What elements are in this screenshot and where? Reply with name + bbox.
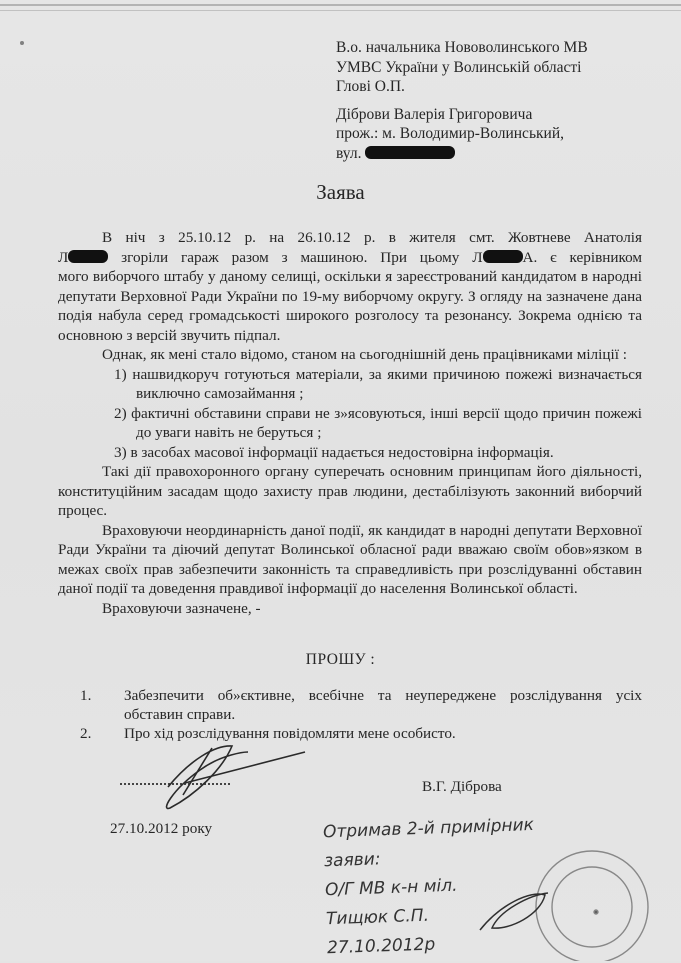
paragraph-1-rest: мого виборчого штабу у даному селищі, оскільки я зареєстрований кандидатом в народні депутати Верховної Ради України по 19-му виборчому округу. З огляду на зазначене дана подія набула серед громадськості широкого розголосу та резонансу. Зокрема однією та основною з версій звучить підпал.	[58, 268, 642, 344]
sender-line: прож.: м. Володимир-Волинський,	[336, 125, 565, 142]
name-initial: Л	[472, 248, 483, 266]
paragraph-1-text: згоріли гараж разом з машиною. При цьому	[121, 248, 460, 266]
signer-name: В.Г. Діброва	[422, 778, 502, 795]
paragraph-1-text: А. є керівником	[522, 248, 643, 266]
list-item: 3) в засобах масової інформації надається недостовірна інформація.	[114, 443, 554, 461]
document-date: 27.10.2012 року	[110, 820, 213, 837]
receiver-signature-icon	[480, 893, 548, 930]
paragraph-5: Враховуючи зазначене, -	[102, 599, 261, 617]
official-stamp-icon	[536, 851, 648, 961]
request-text: Про хід розслідування повідомляти мене особисто.	[124, 725, 456, 742]
name-initial: Л	[58, 248, 69, 266]
author-signature-icon	[167, 746, 305, 809]
paragraph-4: Враховуючи неординарність даної події, як кандидат в народні депутати Верховної Ради України та діючий депутат Волинської обласної ради вважаю своїм обов»язком в межах своїх прав забезпечити законність та справедливість при розслідуванні обставин даної події та доведення правдивої інформації до населення Волинської області.	[58, 521, 642, 597]
handwritten-line: О/Г МВ к-н міл.	[324, 875, 458, 901]
list-item: 2) фактичні обставини справи не з»ясовуються, інші версії щодо причин пожежі до уваги навіть не беруться ;	[114, 404, 642, 441]
handwritten-line: заяви:	[323, 849, 381, 872]
paragraph-3: Такі дії правохоронного органу суперечать основним принципам його діяльності, конституційним засадам щодо захисту прав людини, дестабілізують законний виборчий процес.	[58, 463, 642, 519]
request-number: 1.	[80, 687, 92, 704]
list-item: 1) нашвидкоруч готуються матеріали, за якими причиною пожежі визначається виключно самозаймання ;	[114, 365, 642, 402]
sender-line: Діброви Валерія Григоровича	[336, 105, 533, 123]
handwritten-line: Отримав 2-й примірник	[322, 814, 535, 843]
request-heading: ПРОШУ :	[305, 651, 376, 668]
recipient-line: УМВС України у Волинській області	[336, 58, 582, 76]
request-text: Забезпечити об»єктивне, всебічне та неупереджене розслідування усіх обставин справи.	[124, 687, 642, 723]
handwritten-line: 27.10.2012р	[326, 934, 436, 959]
recipient-line: В.о. начальника Нововолинського МВ	[336, 39, 588, 56]
document-title: Заява	[316, 180, 365, 204]
paragraph-1-line-1: В ніч з 25.10.12 р. на 26.10.12 р. в жителя смт. Жовтневе Анатолія	[102, 229, 642, 246]
street-label: вул.	[336, 144, 362, 162]
recipient-line: Глові О.П.	[336, 78, 405, 95]
paragraph-2: Однак, як мені стало відомо, станом на сьогоднішній день працівниками міліції :	[102, 346, 627, 363]
request-number: 2.	[80, 725, 92, 742]
handwritten-line: Тищюк С.П.	[325, 905, 430, 930]
